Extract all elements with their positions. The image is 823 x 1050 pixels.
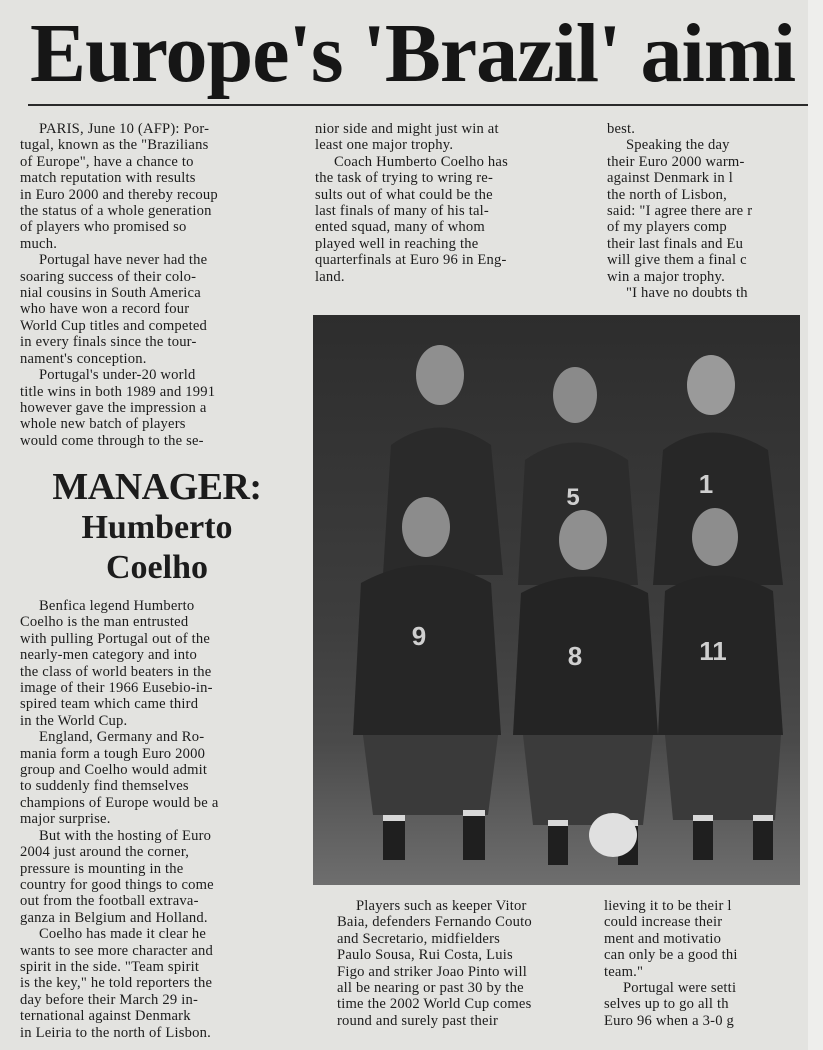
text-line: in Leiria to the north of Lisbon. bbox=[20, 1024, 212, 1041]
text-line: the status of a whole generation bbox=[20, 203, 212, 220]
text-line: PARIS, June 10 (AFP): Por- bbox=[38, 121, 210, 137]
text-line: and Secretario, midfielders bbox=[337, 930, 501, 947]
text-line: with pulling Portugal out of the bbox=[20, 630, 211, 647]
text-line: Coelho is the man entrusted bbox=[20, 614, 189, 631]
text-line: selves up to go all th bbox=[604, 996, 729, 1013]
text-line: ganza in Belgium and Holland. bbox=[20, 909, 208, 926]
text-line: Portugal were setti bbox=[622, 980, 737, 997]
text-line: all be nearing or past 30 by the bbox=[337, 980, 524, 997]
text-line: their last finals and Eu bbox=[607, 235, 744, 252]
text-line: much. bbox=[20, 235, 58, 252]
text-line: team." bbox=[604, 963, 644, 980]
article-headline: Europe's 'Brazil' aimi bbox=[30, 7, 796, 100]
text-line: their Euro 2000 warm- bbox=[607, 153, 745, 170]
text-line: the class of world beaters in the bbox=[20, 663, 212, 680]
text-line: least one major trophy. bbox=[315, 137, 454, 154]
article-column-2 bbox=[315, 121, 590, 305]
text-line: round and surely past their bbox=[337, 1012, 499, 1029]
subhead-line-1: MANAGER: bbox=[52, 466, 262, 508]
text-line: match reputation with results bbox=[20, 170, 196, 187]
text-line: Figo and striker Joao Pinto will bbox=[337, 963, 528, 980]
text-line: mania form a tough Euro 2000 bbox=[20, 745, 206, 762]
text-line: Speaking the day bbox=[625, 137, 730, 154]
article-column-5 bbox=[604, 898, 808, 1050]
text-line: group and Coelho would admit bbox=[20, 762, 208, 779]
text-line: quarterfinals at Euro 96 in Eng- bbox=[315, 252, 507, 269]
text-line: day before their March 29 in- bbox=[20, 991, 199, 1008]
text-line: last finals of many of his tal- bbox=[315, 203, 489, 220]
shirt-number: 11 bbox=[699, 636, 727, 666]
text-line: nearly-men category and into bbox=[20, 647, 198, 664]
text-line: spired team which came third bbox=[20, 696, 199, 713]
text-line: can only be a good thi bbox=[604, 947, 738, 964]
text-line: nial cousins in South America bbox=[20, 285, 201, 302]
section-subhead bbox=[20, 466, 294, 588]
shirt-number: 1 bbox=[698, 469, 714, 499]
text-line: Baia, defenders Fernando Couto bbox=[337, 914, 532, 931]
subhead-line-2: Humberto bbox=[81, 509, 233, 546]
text-line: in the World Cup. bbox=[20, 712, 128, 729]
text-line: pressure is mounting in the bbox=[20, 860, 184, 877]
text-line: in Euro 2000 and thereby recoup bbox=[20, 186, 218, 203]
text-line: Paulo Sousa, Rui Costa, Luis bbox=[337, 947, 513, 964]
text-line: World Cup titles and competed bbox=[20, 317, 208, 334]
text-line: champions of Europe would be a bbox=[20, 794, 219, 811]
text-line: who have won a record four bbox=[20, 301, 190, 318]
text-line: played well in reaching the bbox=[315, 235, 479, 252]
text-line: Benfica legend Humberto bbox=[38, 598, 195, 614]
text-line: of players who promised so bbox=[20, 219, 187, 236]
subhead-line-3: Coelho bbox=[106, 549, 208, 586]
shirt-number: 5 bbox=[566, 484, 580, 511]
text-line: ternational against Denmark bbox=[20, 1008, 191, 1025]
page-edge bbox=[808, 0, 823, 1050]
text-line: would come through to the se- bbox=[20, 432, 204, 449]
text-line: win a major trophy. bbox=[607, 268, 725, 285]
text-line: out from the football extrava- bbox=[20, 893, 199, 910]
text-line: whole new batch of players bbox=[20, 416, 186, 433]
text-line: said: "I agree there are r bbox=[607, 203, 753, 220]
text-line: ment and motivatio bbox=[604, 930, 722, 947]
text-line: will give them a final c bbox=[607, 252, 747, 269]
text-line: of my players comp bbox=[607, 219, 727, 236]
text-line: against Denmark in l bbox=[607, 170, 733, 187]
shirt-number: 9 bbox=[411, 621, 427, 651]
text-line: to suddenly find themselves bbox=[20, 778, 189, 795]
text-line: land. bbox=[315, 268, 345, 285]
text-line: Portugal's under-20 world bbox=[38, 367, 196, 384]
text-line: England, Germany and Ro- bbox=[38, 729, 205, 746]
text-line: lieving it to be their l bbox=[604, 898, 732, 914]
text-line: time the 2002 World Cup comes bbox=[337, 996, 532, 1013]
text-line: Coelho has made it clear he bbox=[38, 926, 207, 943]
article-column-3 bbox=[607, 121, 808, 316]
text-line: however gave the impression a bbox=[20, 399, 207, 416]
text-line: Coach Humberto Coelho has bbox=[333, 153, 508, 170]
text-line: wants to see more character and bbox=[20, 942, 213, 959]
text-line: Players such as keeper Vitor bbox=[355, 898, 527, 914]
text-line: Euro 96 when a 3-0 g bbox=[604, 1012, 735, 1029]
text-line: "I have no doubts th bbox=[625, 285, 748, 302]
article-column-1-lower bbox=[20, 598, 294, 1050]
text-line: soaring success of their colo- bbox=[20, 268, 197, 285]
article-column-1 bbox=[20, 121, 294, 461]
text-line: But with the hosting of Euro bbox=[38, 827, 212, 844]
text-line: ented squad, many of whom bbox=[315, 219, 485, 236]
text-line: the north of Lisbon, bbox=[607, 186, 727, 203]
photo-caption-column bbox=[337, 898, 587, 1050]
text-line: spirit in the side. "Team spirit bbox=[20, 958, 200, 975]
text-line: nior side and might just win at bbox=[315, 121, 499, 137]
football-image bbox=[589, 813, 637, 857]
text-line: title wins in both 1989 and 1991 bbox=[20, 383, 216, 400]
text-line: of Europe", have a chance to bbox=[20, 153, 194, 170]
headline-rule bbox=[28, 104, 808, 106]
text-line: nament's conception. bbox=[20, 350, 147, 367]
text-line: 2004 just around the corner, bbox=[20, 844, 190, 861]
text-line: image of their 1966 Eusebio-in- bbox=[20, 680, 213, 697]
text-line: could increase their bbox=[604, 914, 723, 931]
text-line: is the key," he told reporters the bbox=[20, 975, 213, 992]
text-line: Portugal have never had the bbox=[38, 252, 208, 269]
text-line: sults out of what could be the bbox=[315, 186, 493, 203]
text-line: the task of trying to wring re- bbox=[315, 170, 494, 187]
text-line: country for good things to come bbox=[20, 876, 214, 893]
text-line: in every finals since the tour- bbox=[20, 334, 197, 351]
text-line: major surprise. bbox=[20, 811, 111, 828]
text-line: tugal, known as the "Brazilians bbox=[20, 137, 209, 154]
shirt-number: 8 bbox=[567, 641, 583, 671]
team-photo bbox=[313, 315, 800, 885]
text-line: best. bbox=[607, 121, 636, 137]
